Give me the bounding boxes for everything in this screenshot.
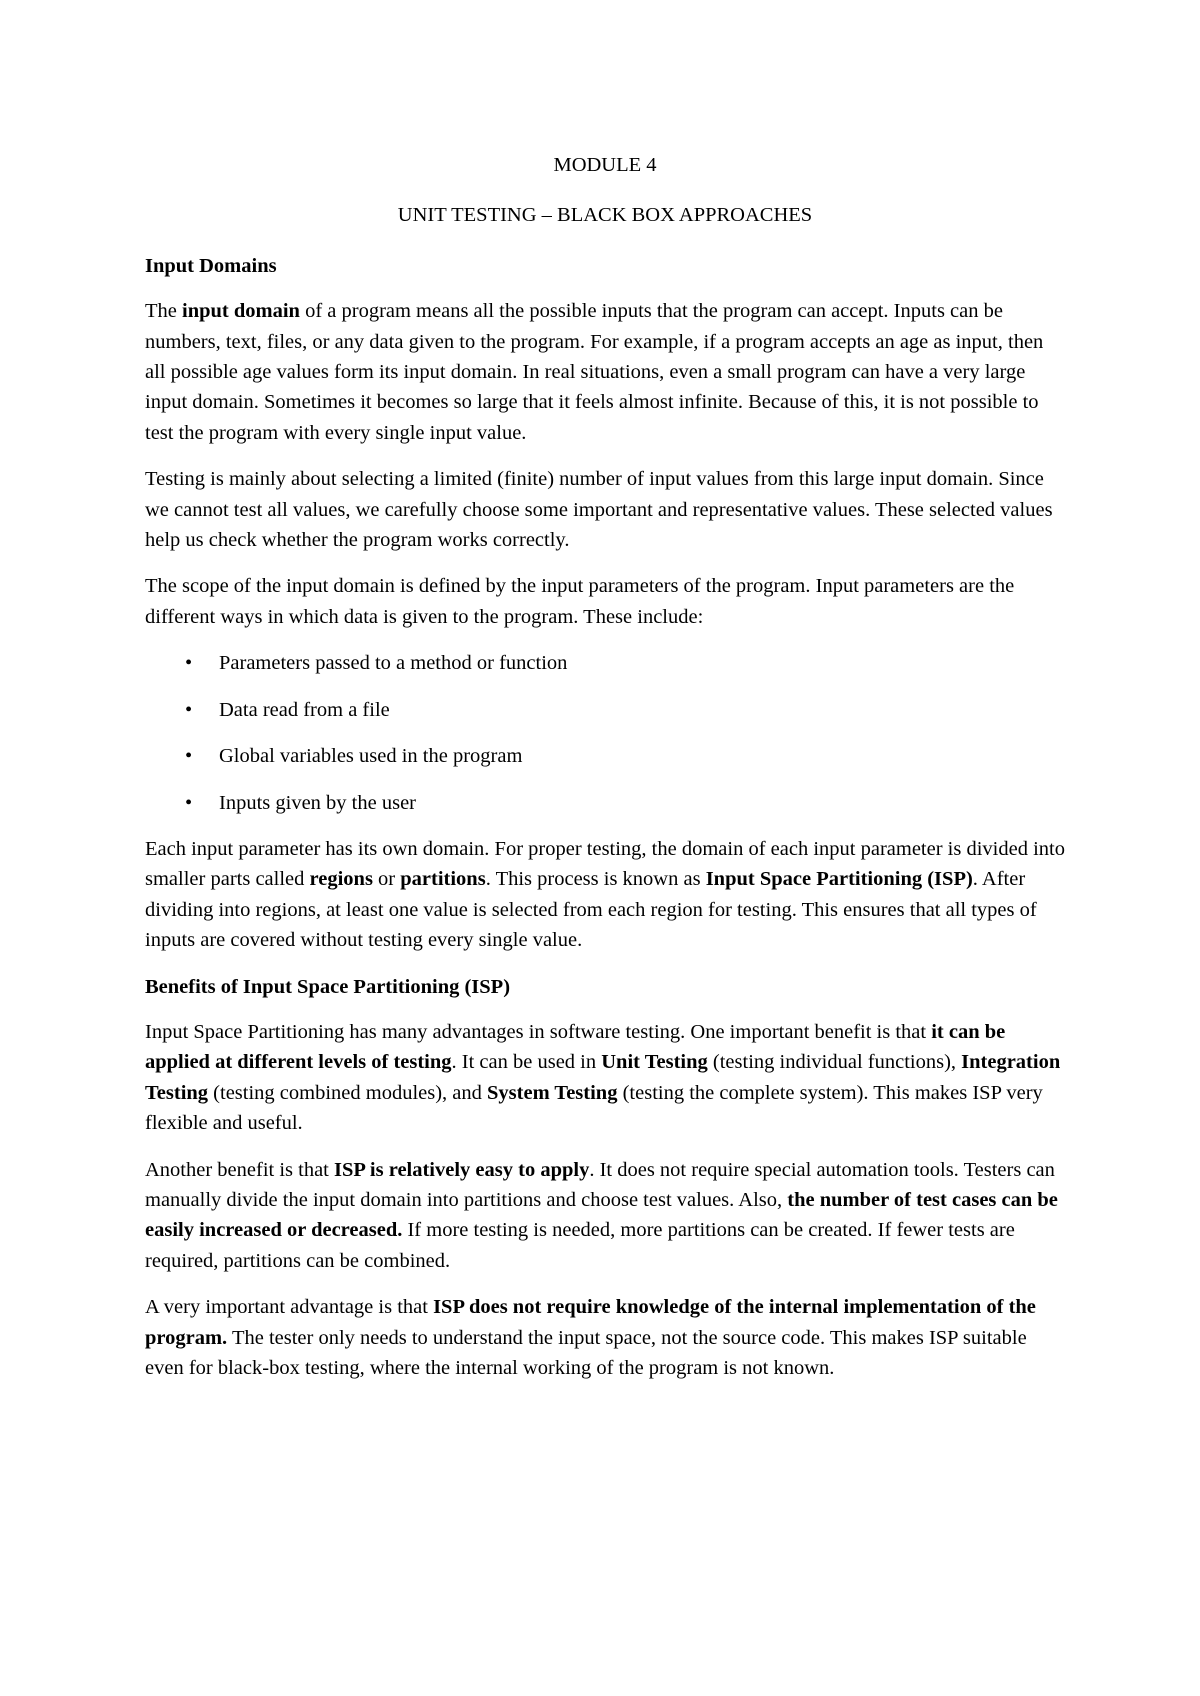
input-parameters-list xyxy=(145,648,1065,818)
text-run: The tester only needs to understand the input space, not the source code. This makes ISP suitable even for black-box testing, where the internal working of the program is not known. xyxy=(145,1326,1027,1379)
text-run: Another benefit is that xyxy=(145,1158,335,1181)
bold-term: Integration Testing xyxy=(145,1051,1061,1104)
paragraph-isp-levels xyxy=(145,1017,1065,1139)
bold-term: regions xyxy=(309,868,373,891)
list-item-text: Parameters passed to a method or function xyxy=(219,652,568,675)
text-run: . It does not require special automation tools. Testers can manually divide the input domain into partitions and choose test values. Also, xyxy=(145,1158,1055,1211)
document-content xyxy=(145,150,1065,1399)
bold-term: the number of test cases can be easily increased or decreased. xyxy=(145,1188,1058,1242)
text-run: Each input parameter has its own domain. For proper testing, the domain of each input parameter is divided into smaller parts called xyxy=(145,837,1065,891)
paragraph-input-parameters: The scope of the input domain is defined by the input parameters of the program. Input parameters are the different ways in which data is given to the program. These include: xyxy=(145,575,1015,628)
bullet-icon: • xyxy=(185,652,193,675)
paragraph-partitioning xyxy=(145,834,1065,956)
text-run: If more testing is needed, more partitions can be created. If fewer tests are required, partitions can be combined. xyxy=(145,1219,1015,1272)
bold-term: it can be applied at different levels of testing xyxy=(145,1020,1006,1074)
section-heading-input-domains: Input Domains xyxy=(145,254,277,277)
unit-title: UNIT TESTING – BLACK BOX APPROACHES xyxy=(397,204,813,227)
section-heading-isp-benefits: Benefits of Input Space Partitioning (ISP) xyxy=(145,975,511,998)
text-run: . It can be used in xyxy=(451,1051,602,1074)
bullet-icon: • xyxy=(185,791,193,814)
bold-term: input domain xyxy=(182,300,300,323)
list-item-text: Inputs given by the user xyxy=(219,791,416,814)
text-run: (testing the complete system). This makes ISP very flexible and useful. xyxy=(145,1081,1043,1135)
bold-term: ISP is relatively easy to apply xyxy=(334,1158,590,1181)
list-item xyxy=(145,788,1065,818)
text-run: or xyxy=(372,868,401,891)
paragraph-input-domain-definition xyxy=(145,296,1065,448)
text-run: of a program means all the possible inputs that the program can accept. Inputs can be numbers, text, files, or any data given to the program. For example, if a program accepts an age as input, then all possible age values form its input domain. In real situations, even a small program can have a very large input domain. Sometimes it becomes so large that it feels almost infinite. Because of this, it is not possible to test the program with every single input value. xyxy=(145,300,1044,444)
text-run: . This process is known as xyxy=(485,868,706,891)
text-run: Input Space Partitioning has many advantages in software testing. One important benefit is that xyxy=(145,1020,932,1043)
list-item xyxy=(145,648,1065,678)
text-run: (testing individual functions), xyxy=(707,1051,962,1074)
list-item xyxy=(145,695,1065,725)
paragraph-isp-black-box xyxy=(145,1292,1065,1383)
list-item-text: Global variables used in the program xyxy=(219,745,523,768)
paragraph-isp-easy xyxy=(145,1155,1065,1277)
bold-term: Unit Testing xyxy=(601,1051,708,1074)
bold-term: Input Space Partitioning (ISP) xyxy=(705,868,973,891)
module-title: MODULE 4 xyxy=(553,154,657,176)
text-run: (testing combined modules), and xyxy=(208,1081,488,1104)
bold-term: ISP does not require knowledge of the internal implementation of the program. xyxy=(145,1296,1036,1349)
list-item-text: Data read from a file xyxy=(219,698,390,721)
paragraph-testing-selection: Testing is mainly about selecting a limited (finite) number of input values from this large input domain. Since we cannot test all values, we carefully choose some important and representative values. These selected values help us check whether the program works correctly. xyxy=(145,468,1053,552)
text-run: The xyxy=(145,300,182,323)
text-run: A very important advantage is that xyxy=(145,1296,434,1319)
bold-term: System Testing xyxy=(487,1081,618,1104)
bold-term: partitions xyxy=(400,868,486,891)
bullet-icon: • xyxy=(185,745,193,768)
text-run: . After dividing into regions, at least one value is selected from each region for testing. This ensures that all types of inputs are covered without testing every single value. xyxy=(145,868,1037,952)
list-item xyxy=(145,741,1065,771)
bullet-icon: • xyxy=(185,698,193,721)
